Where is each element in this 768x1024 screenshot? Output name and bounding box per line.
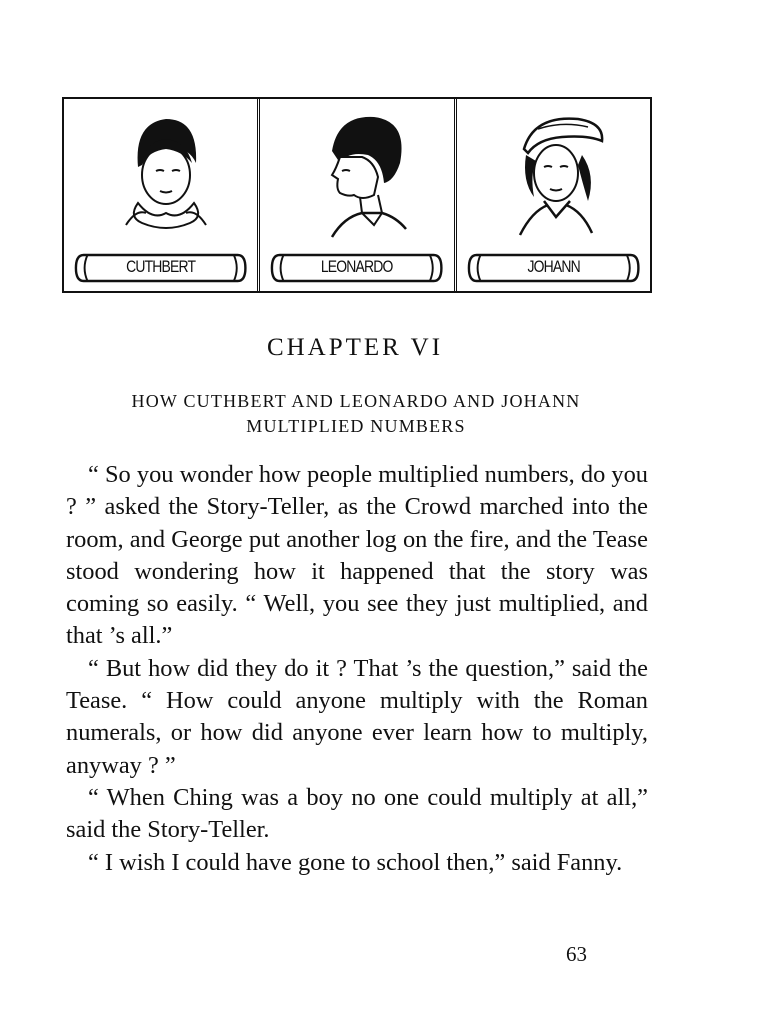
- name-scroll-banner: [270, 251, 443, 285]
- name-scroll-banner: [467, 251, 640, 285]
- page-number: 63: [566, 942, 587, 966]
- name-scroll-banner: [74, 251, 247, 285]
- panel-label-cuthbert: CUTHBERT: [126, 257, 196, 276]
- paragraph: “ But how did they do it ? That ’s the question,” said the Tease. “ How could anyone multiply with the Roman numerals, or how did anyone ever learn how to multiply, anyway ? ”: [66, 654, 648, 779]
- cuthbert-portrait-icon: [86, 105, 236, 245]
- chapter-title: CHAPTER VI: [266, 334, 444, 361]
- portrait-panel-cuthbert: [64, 99, 260, 291]
- chapter-header-illustration: [62, 97, 652, 293]
- leonardo-portrait-icon: [282, 105, 432, 245]
- johann-portrait-icon: [478, 105, 628, 245]
- portrait-panel-johann: [457, 99, 650, 291]
- panel-label-leonardo: LEONARDO: [321, 257, 393, 276]
- portrait-panel-leonardo: [260, 99, 456, 291]
- chapter-subtitle: HOW CUTHBERT AND LEONARDO AND JOHANN MULTIPLIED NUMBERS: [131, 391, 581, 436]
- paragraph: “ When Ching was a boy no one could multiply at all,” said the Story-Teller.: [66, 783, 648, 844]
- panel-label-johann: JOHANN: [527, 257, 580, 276]
- paragraph: “ So you wonder how people multiplied numbers, do you ? ” asked the Story-Teller, as the Crowd marched into the room, and George put another log on the fire, and the Tease stood wondering how it happened that the story was coming so easily. “ Well, you see they just multiplied, and that ’s all.”: [66, 461, 648, 650]
- chapter-body: [66, 459, 648, 879]
- paragraph: “ I wish I could have gone to school then,” said Fanny.: [88, 848, 623, 876]
